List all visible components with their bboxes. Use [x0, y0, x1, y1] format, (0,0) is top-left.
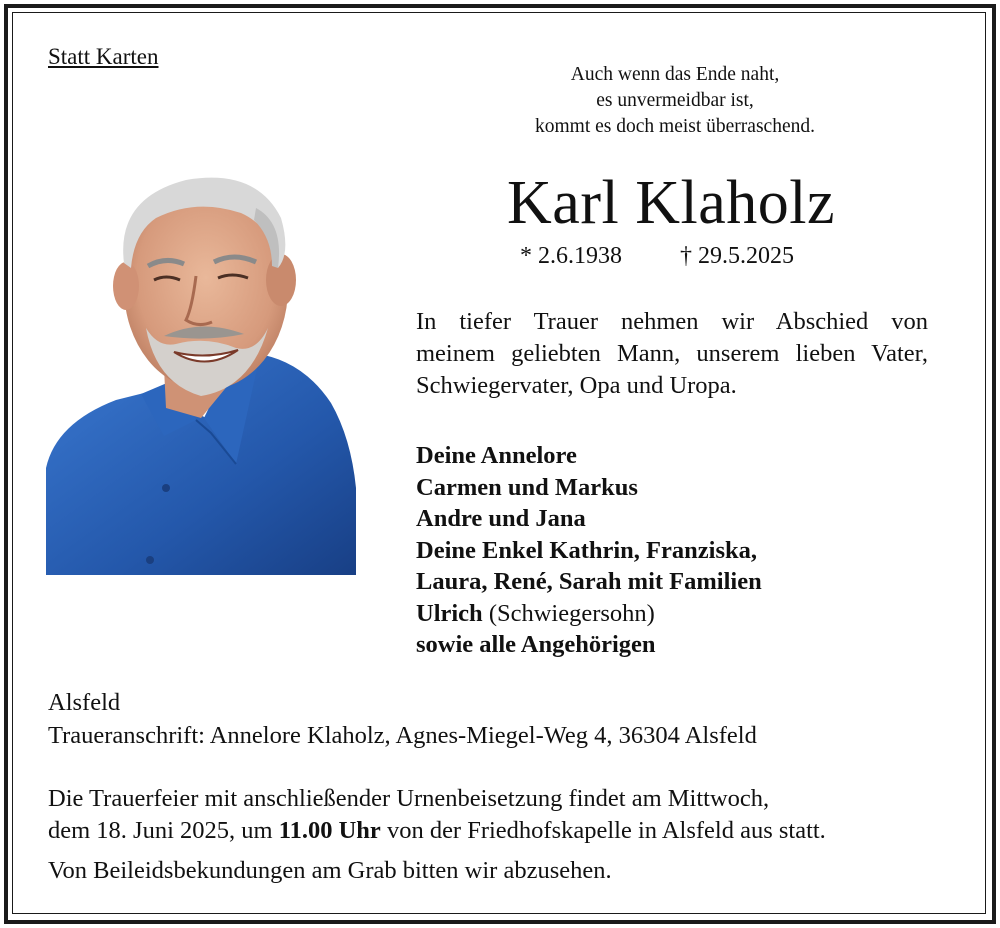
mourner-relation: (Schwiegersohn)	[482, 599, 655, 627]
place-name: Alsfeld	[48, 689, 121, 716]
mourner-line: Andre und Jana	[416, 505, 586, 532]
ceremony-location: von der Friedhofskapelle in Alsfeld aus statt.	[380, 817, 826, 844]
farewell-line: In tiefer Trauer nehmen wir Abschied von	[416, 308, 928, 335]
mourner-line	[416, 598, 762, 630]
birth-date: * 2.6.1938	[520, 243, 622, 269]
mourner-line: Deine Annelore	[416, 442, 577, 469]
ceremony-line	[48, 815, 826, 847]
ceremony-time: 11.00 Uhr	[278, 817, 381, 844]
mourner-line: Carmen und Markus	[416, 473, 638, 501]
motto-line: Auch wenn das Ende naht,	[570, 64, 780, 85]
motto-verse	[470, 62, 880, 140]
mourner-name: Ulrich	[416, 599, 483, 627]
mourner-line: Laura, René, Sarah mit Familien	[416, 568, 762, 595]
condolence-request: Von Beileidsbekundungen am Grab bitten wir abzusehen.	[48, 857, 612, 884]
deceased-name: Karl Klaholz	[507, 169, 835, 237]
farewell-line: Schwiegervater, Opa und Uropa.	[416, 372, 737, 399]
death-date: † 29.5.2025	[680, 243, 794, 269]
life-dates	[520, 243, 794, 270]
mourners-list	[416, 440, 762, 661]
address-block	[48, 686, 757, 752]
portrait-photo	[46, 168, 356, 575]
mourning-address: Traueranschrift: Annelore Klaholz, Agnes-Miegel-Weg 4, 36304 Alsfeld	[48, 722, 757, 749]
farewell-line: meinem geliebten Mann, unserem lieben Vater,	[416, 340, 928, 367]
farewell-text	[416, 306, 928, 402]
mourner-line: Deine Enkel Kathrin, Franziska,	[416, 536, 757, 564]
ceremony-info	[48, 783, 826, 847]
motto-line: es unvermeidbar ist,	[596, 90, 754, 111]
ceremony-date: dem 18. Juni 2025, um	[48, 817, 279, 844]
ceremony-line: Die Trauerfeier mit anschließender Urnenbeisetzung findet am Mittwoch,	[48, 785, 770, 812]
motto-line: kommt es doch meist überraschend.	[535, 116, 815, 137]
statt-karten-label: Statt Karten	[48, 44, 159, 69]
mourner-line: sowie alle Angehörigen	[416, 631, 656, 658]
